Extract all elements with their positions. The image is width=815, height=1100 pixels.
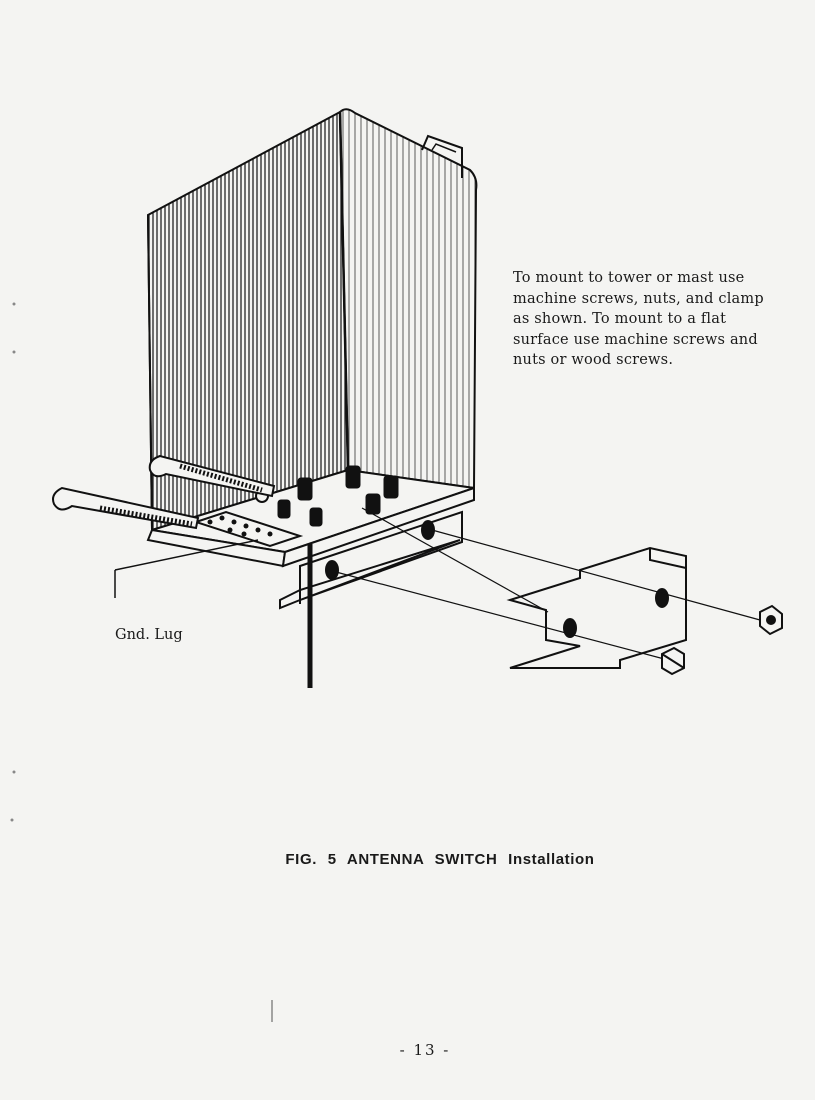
page-number: - 13 - xyxy=(399,1041,451,1059)
figure-caption: FIG. 5 ANTENNA SWITCH Installation xyxy=(285,851,595,868)
mounting-instructions: To mount to tower or mast use machine screws, nuts, and clamp as shown. To mount to a flat surface use machine screws and nuts or wood screws. xyxy=(513,270,764,368)
mounting-clamp xyxy=(510,548,686,668)
ground-lug-label: Gnd. Lug xyxy=(115,627,183,643)
